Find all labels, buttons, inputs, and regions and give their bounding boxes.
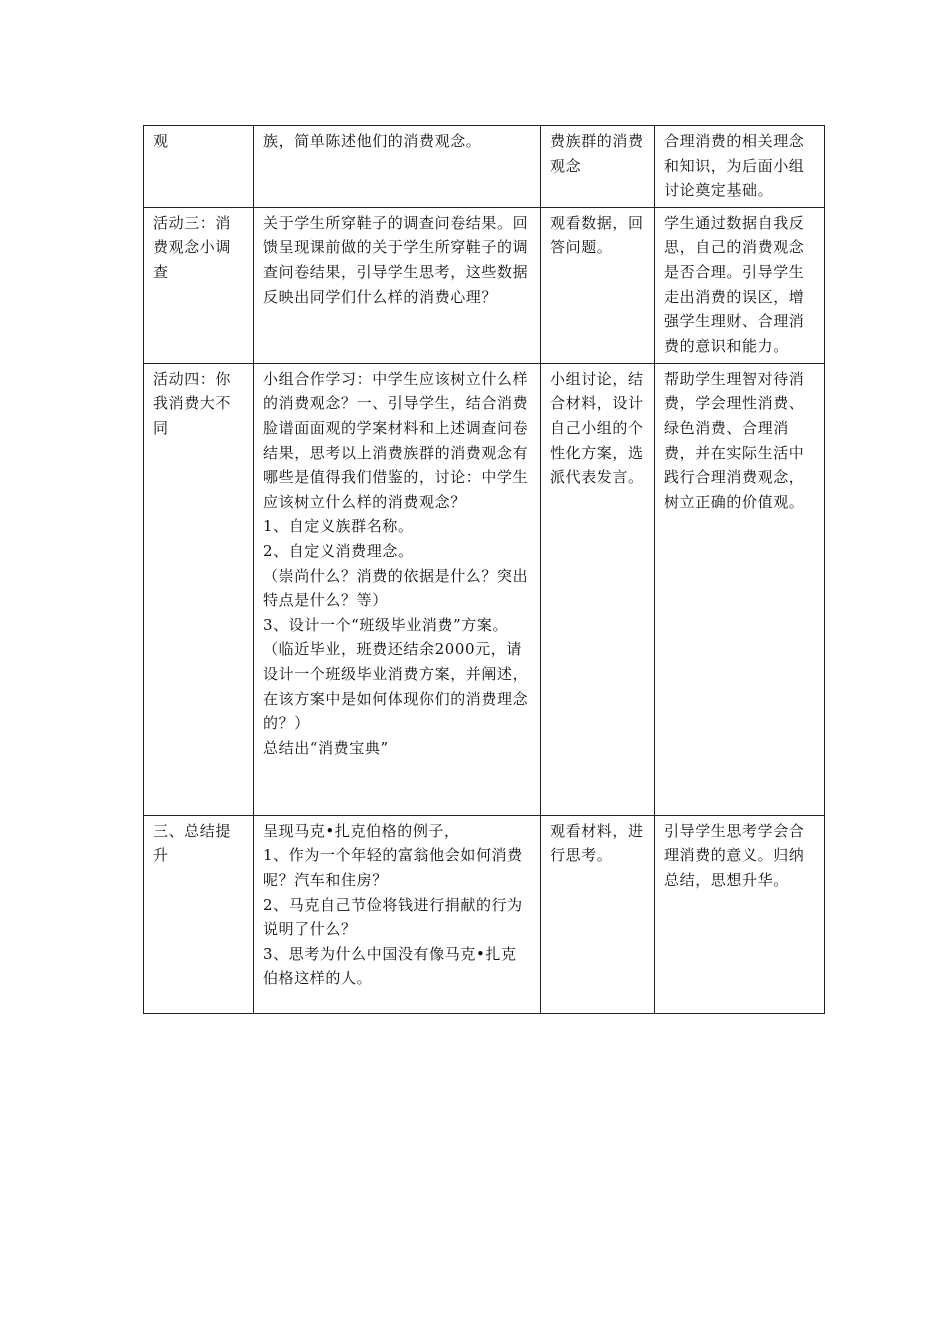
teacher-activity-line: （崇尚什么？消费的依据是什么？突出特点是什么？等）: [263, 566, 529, 610]
table-row: [144, 207, 825, 363]
teacher-activity-line: 呈现马克•扎克伯格的例子，: [263, 821, 460, 840]
student-activity-cell: 费族群的消费观念: [541, 126, 655, 208]
teacher-activity-line: 2、马克自己节俭将钱进行捐献的行为说明了什么？: [263, 895, 523, 939]
stage-cell: 活动三：消费观念小调查: [144, 207, 254, 363]
stage-cell: 观: [144, 126, 254, 208]
teacher-activity-line: 族，简单陈述他们的消费观念。: [263, 132, 482, 150]
teacher-activity-line: 3、思考为什么中国没有像马克•扎克伯格这样的人。: [263, 944, 517, 988]
student-activity-cell: 观看数据，回答问题。: [541, 207, 655, 363]
teacher-activity-line: （临近毕业，班费还结余2000元，请设计一个班级毕业消费方案，并阐述，在该方案中是如何体现你们的消费理念的？）: [263, 640, 529, 733]
teacher-activity-line: 总结出“消费宝典”: [263, 738, 389, 757]
student-activity-cell: 观看材料，进行思考。: [541, 815, 655, 1013]
teacher-activity-line: 1、作为一个年轻的富翁他会如何消费呢？汽车和住房？: [263, 846, 523, 889]
teacher-activity-line: 2、自定义消费理念。: [263, 541, 414, 560]
teacher-activity-line: 1、自定义族群名称。: [263, 517, 414, 536]
stage-cell: 活动四：你我消费大不同: [144, 363, 254, 815]
design-purpose-cell: 学生通过数据自我反思，自己的消费观念是否合理。引导学生走出消费的误区，增强学生理财、合理消费的意识和能力。: [655, 207, 825, 363]
teacher-activity-line: 3、设计一个“班级毕业消费”方案。: [263, 615, 509, 634]
student-activity-cell: 小组讨论，结合材料，设计自己小组的个性化方案，选派代表发言。: [541, 363, 655, 815]
design-purpose-cell: 帮助学生理智对待消费，学会理性消费、绿色消费、合理消费，并在实际生活中践行合理消费观念，树立正确的价值观。: [655, 363, 825, 815]
table-row: [144, 126, 825, 208]
lesson-plan-table: [143, 125, 825, 1014]
design-purpose-cell: 合理消费的相关理念和知识，为后面小组讨论奠定基础。: [655, 126, 825, 208]
teacher-activity-cell: [254, 815, 541, 1013]
table-row: [144, 815, 825, 1013]
teacher-activity-line: 小组合作学习：中学生应该树立什么样的消费观念？一、引导学生，结合消费脸谱面面观的学案材料和上述调查问卷结果，思考以上消费族群的消费观念有哪些是值得我们借鉴的，讨论：中学生应该树立什么样的消费观念？: [263, 369, 529, 511]
teacher-activity-cell: [254, 363, 541, 815]
teacher-activity-line: 关于学生所穿鞋子的调查问卷结果。回馈呈现课前做的关于学生所穿鞋子的调查问卷结果，引导学生思考，这些数据反映出同学们什么样的消费心理？: [263, 213, 529, 306]
teacher-activity-cell: [254, 207, 541, 363]
design-purpose-cell: 引导学生思考学会合理消费的意义。归纳总结，思想升华。: [655, 815, 825, 1013]
table-row: [144, 363, 825, 815]
teacher-activity-cell: [254, 126, 541, 208]
stage-cell: 三、总结提升: [144, 815, 254, 1013]
